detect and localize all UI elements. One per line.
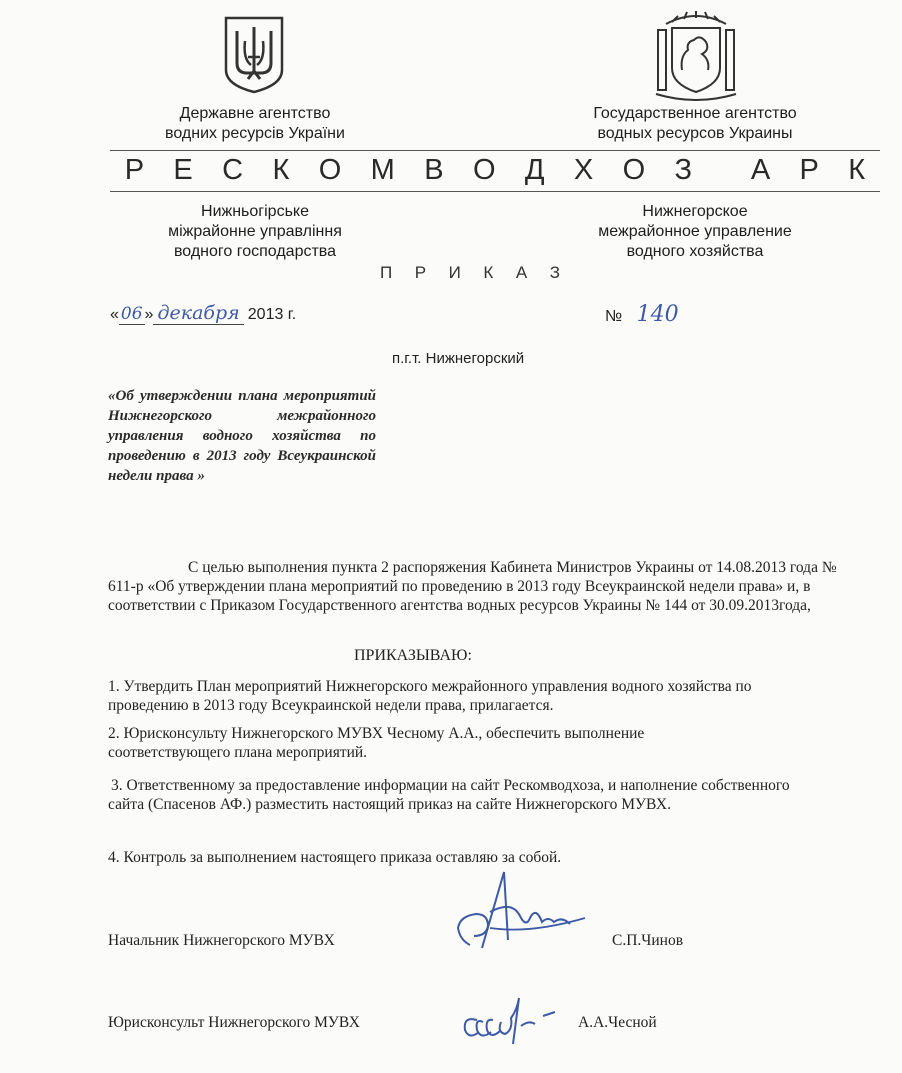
left-department-name [130, 202, 380, 262]
number-label: № [605, 308, 623, 325]
organization-letter: К [848, 153, 866, 186]
organization-letter: К [272, 153, 290, 186]
crimea-coat-of-arms-icon [652, 10, 740, 102]
signature-name: А.А.Чесной [578, 1014, 657, 1031]
left-department-line: Нижньогірське [201, 203, 309, 220]
handwritten-signature-icon [455, 990, 565, 1050]
header-bottom-rule [110, 191, 880, 192]
organization-letter: О [472, 153, 496, 186]
document-type-title [380, 263, 560, 283]
organization-letter: О [622, 153, 646, 186]
document-type-letter: К [483, 263, 494, 282]
organization-title [110, 152, 880, 188]
left-department-line: водного господарства [173, 243, 337, 260]
left-agency-line: водних ресурсів України [165, 125, 345, 142]
organization-letter: М [370, 153, 395, 186]
right-department-line: Нижнегорское [642, 203, 748, 220]
signature-position: Юрисконсульт Нижнегорского МУВХ [108, 1014, 360, 1031]
right-department-line: межрайонное управление [598, 223, 792, 240]
order-item: 3. Ответственному за предоставление информации на сайт Рескомводхоза, и наполнение собственного сайта (Спасенов АФ.) разместить настоящий приказ на сайте Нижнегорского МУВХ. [108, 777, 790, 813]
date-month: декабря [153, 302, 243, 325]
order-place: п.г.т. Нижнегорский [392, 350, 525, 367]
date-open-quote: « [110, 306, 119, 323]
number-value: 140 [636, 302, 679, 327]
organization-letter: З [674, 153, 693, 186]
order-preamble: С целью выполнения пункта 2 распоряжения Кабинета Министров Украины от 14.08.2013 года № 611-р «Об утверждении плана мероприятий по проведению в 2013 году Всеукраинской недели права» и, в соответствии с Приказом Государственного агентства водных ресурсов Украины № 144 от 30.09.2013года, [108, 559, 837, 614]
right-agency-name [570, 104, 820, 144]
organization-letter: Р [799, 153, 819, 186]
left-department-line: міжрайонне управління [168, 223, 342, 240]
right-department-line: водного хозяйства [626, 243, 764, 260]
order-subject: «Об утверждении плана мероприятий Нижнегорского межрайонного управления водного хозяйства по проведению в 2013 году Всеукраинской недели права » [108, 388, 376, 484]
date-day: 06 [120, 304, 143, 324]
order-item: 1. Утвердить План мероприятий Нижнегорского межрайонного управления водного хозяйства по проведению в 2013 году Всеукраинской недели права, прилагается. [108, 678, 752, 714]
order-number [605, 302, 679, 327]
date-close-quote: » [144, 306, 154, 323]
signature-name: С.П.Чинов [612, 932, 684, 949]
order-item: 2. Юрисконсульту Нижнегорского МУВХ Чесному А.А., обеспечить выполнение соответствующего плана мероприятий. [108, 725, 645, 761]
order-date [110, 302, 296, 324]
signature-position: Начальник Нижнегорского МУВХ [108, 932, 335, 949]
order-word: ПРИКАЗЫВАЮ: [354, 647, 472, 664]
document-type-letter: А [515, 263, 528, 282]
organization-letter: А [750, 153, 771, 186]
document-type-letter: И [448, 263, 461, 282]
organization-letter: Д [524, 153, 545, 186]
handwritten-signature-icon [430, 870, 590, 960]
order-item: 4. Контроль за выполнением настоящего приказа оставляю за собой. [108, 849, 562, 866]
right-agency-line: водных ресурсов Украины [597, 125, 793, 142]
date-year: 2013 г. [247, 306, 297, 323]
organization-letter: Е [173, 153, 193, 186]
organization-letter: О [318, 153, 342, 186]
organization-letter: С [222, 153, 244, 186]
organization-letter: Р [124, 153, 145, 186]
header-top-rule [110, 150, 880, 151]
left-agency-line: Державне агентство [179, 105, 331, 122]
document-type-letter: З [549, 263, 560, 282]
document-type-letter: П [380, 263, 393, 282]
ukraine-coat-of-arms-icon [223, 15, 285, 95]
right-agency-line: Государственное агентство [593, 105, 797, 122]
document-type-letter: Р [414, 263, 427, 282]
organization-letter: В [424, 153, 444, 186]
organization-letter: Х [573, 153, 594, 186]
left-agency-name [140, 104, 370, 144]
right-department-name [565, 202, 825, 262]
